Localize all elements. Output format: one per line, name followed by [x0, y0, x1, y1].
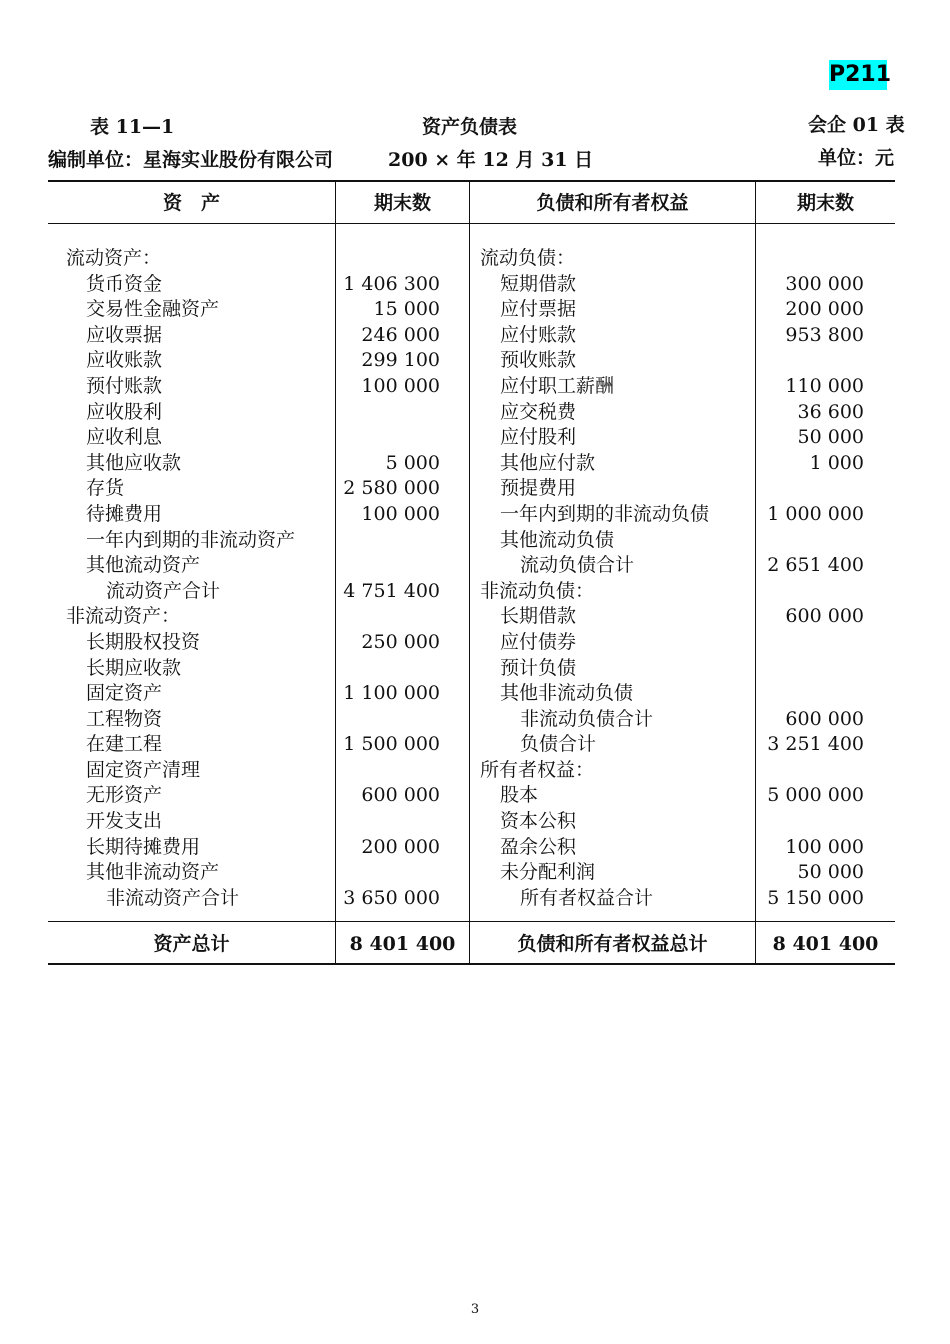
liabilities-values	[760, 246, 864, 911]
liability-label: 应付债券	[500, 630, 577, 653]
assets-total-value: 8 401 400	[349, 933, 456, 955]
liability-value	[760, 579, 864, 605]
asset-label: 待摊费用	[86, 502, 163, 525]
assets-values	[340, 246, 440, 911]
liability-label: 长期借款	[500, 605, 577, 628]
liability-label: 应付票据	[500, 298, 577, 321]
liability-label: 其他流动负债	[500, 528, 615, 551]
liability-label: 应付账款	[500, 323, 577, 346]
asset-value: 1 500 000	[343, 733, 440, 756]
asset-value: 15 000	[373, 298, 440, 321]
asset-label: 货币资金	[86, 272, 163, 295]
asset-value	[340, 246, 440, 272]
liability-value: 2 651 400	[767, 554, 864, 577]
page-tag: P211	[829, 60, 887, 90]
liability-value: 200 000	[785, 298, 864, 321]
liability-label: 盈余公积	[500, 835, 577, 858]
liability-value: 100 000	[785, 835, 864, 858]
asset-value: 100 000	[361, 502, 440, 525]
currency-unit: 单位：元	[818, 147, 895, 169]
liability-label: 未分配利润	[500, 861, 596, 884]
liability-subtotal-label: 负债合计	[520, 733, 597, 756]
liability-value	[760, 348, 864, 374]
header-rule	[48, 223, 895, 224]
asset-label: 应收利息	[86, 426, 163, 449]
liability-subtotal-label: 流动负债合计	[520, 554, 635, 577]
asset-value: 250 000	[361, 630, 440, 653]
liability-label: 流动负债：	[480, 247, 576, 269]
liability-label: 一年内到期的非流动负债	[500, 502, 710, 525]
asset-label: 工程物资	[86, 707, 163, 730]
liability-value: 36 600	[797, 400, 864, 423]
asset-label: 固定资产	[86, 682, 163, 705]
asset-label: 在建工程	[86, 733, 163, 756]
liability-value: 1 000	[809, 451, 864, 474]
asset-value: 1 406 300	[343, 272, 440, 295]
liabilities-column-header: 负债和所有者权益	[536, 192, 689, 214]
asset-value: 3 650 000	[343, 886, 440, 909]
liability-label: 非流动负债：	[480, 579, 595, 602]
liability-value: 3 251 400	[767, 733, 864, 756]
liabilities-total-label: 负债和所有者权益总计	[517, 933, 708, 955]
asset-value: 5 000	[385, 451, 440, 474]
liability-value	[760, 681, 864, 707]
liabilities-labels	[480, 246, 754, 911]
liability-value	[760, 630, 864, 656]
table-bottom-rule	[48, 963, 895, 965]
liability-value: 110 000	[785, 374, 864, 397]
liability-value: 600 000	[785, 707, 864, 730]
assets-column-header: 资 产	[162, 192, 220, 214]
liability-label: 预提费用	[500, 477, 577, 500]
asset-value	[340, 758, 440, 784]
asset-value: 246 000	[361, 323, 440, 346]
asset-label: 交易性金融资产	[86, 298, 220, 321]
column-divider-1	[335, 181, 336, 964]
asset-label: 应收股利	[86, 400, 163, 423]
liability-label: 应付股利	[500, 426, 577, 449]
liability-value	[760, 656, 864, 682]
asset-label: 存货	[86, 477, 125, 500]
liability-label: 预计负债	[500, 656, 577, 679]
asset-value	[340, 400, 440, 426]
asset-label: 流动资产：	[66, 247, 162, 269]
form-code: 会企 01 表	[808, 114, 905, 136]
liability-value: 50 000	[797, 426, 864, 449]
liabilities-total-value: 8 401 400	[772, 933, 879, 955]
liability-subtotal-label: 非流动负债合计	[520, 707, 654, 730]
asset-label: 开发支出	[86, 810, 163, 833]
liability-value: 5 150 000	[767, 886, 864, 909]
table-top-rule	[48, 180, 895, 182]
liability-value	[760, 809, 864, 835]
liability-subtotal-label: 所有者权益合计	[520, 886, 654, 909]
asset-label: 无形资产	[86, 784, 163, 807]
asset-value: 2 580 000	[343, 477, 440, 500]
table-number: 表 11—1	[90, 116, 175, 138]
column-divider-2	[469, 181, 470, 964]
liability-label: 预收账款	[500, 349, 577, 372]
report-date: 200 × 年 12 月 31 日	[388, 149, 594, 171]
asset-label: 一年内到期的非流动资产	[86, 528, 296, 551]
assets-labels	[66, 246, 334, 911]
liability-label: 应交税费	[500, 400, 577, 423]
liability-value	[760, 758, 864, 784]
liability-label: 资本公积	[500, 810, 577, 833]
asset-subtotal-label: 非流动资产合计	[106, 886, 240, 909]
liability-label: 应付职工薪酬	[500, 374, 615, 397]
asset-label: 长期应收款	[86, 656, 182, 679]
liability-label: 其他非流动负债	[500, 682, 634, 705]
asset-value	[340, 528, 440, 554]
liability-label: 短期借款	[500, 272, 577, 295]
asset-value: 1 100 000	[343, 682, 440, 705]
asset-label: 固定资产清理	[86, 758, 201, 781]
asset-value	[340, 707, 440, 733]
asset-subtotal-label: 流动资产合计	[106, 579, 221, 602]
asset-value	[340, 656, 440, 682]
asset-value: 600 000	[361, 784, 440, 807]
page-number: 3	[470, 1302, 480, 1317]
total-top-rule	[48, 921, 895, 922]
asset-value	[340, 860, 440, 886]
liabilities-period-end-header: 期末数	[796, 192, 854, 214]
liability-label: 所有者权益：	[480, 758, 595, 781]
asset-value: 100 000	[361, 374, 440, 397]
liability-value	[760, 528, 864, 554]
liability-label: 其他应付款	[500, 451, 596, 474]
assets-period-end-header: 期末数	[373, 192, 431, 214]
liability-value: 1 000 000	[767, 502, 864, 525]
liability-value: 300 000	[785, 272, 864, 295]
asset-value	[340, 809, 440, 835]
asset-label: 长期待摊费用	[86, 835, 201, 858]
asset-value: 4 751 400	[343, 579, 440, 602]
asset-value	[340, 553, 440, 579]
liability-label: 股本	[500, 784, 539, 807]
asset-label: 预付账款	[86, 374, 163, 397]
liability-value	[760, 246, 864, 272]
asset-value: 299 100	[361, 349, 440, 372]
asset-label: 长期股权投资	[86, 630, 201, 653]
asset-value: 200 000	[361, 835, 440, 858]
liability-value	[760, 476, 864, 502]
liability-value: 5 000 000	[767, 784, 864, 807]
asset-value	[340, 425, 440, 451]
column-divider-3	[755, 181, 756, 964]
liability-value: 50 000	[797, 861, 864, 884]
liability-value: 600 000	[785, 605, 864, 628]
document-title: 资产负债表	[422, 116, 518, 138]
asset-label: 其他流动资产	[86, 554, 201, 577]
liability-value: 953 800	[785, 323, 864, 346]
asset-label: 其他应收款	[86, 451, 182, 474]
reporting-entity: 编制单位：星海实业股份有限公司	[48, 149, 334, 171]
asset-label: 应收账款	[86, 349, 163, 372]
asset-label: 其他非流动资产	[86, 861, 220, 884]
asset-value	[340, 604, 440, 630]
asset-label: 非流动资产：	[66, 605, 181, 628]
asset-label: 应收票据	[86, 323, 163, 346]
assets-total-label: 资产总计	[153, 933, 230, 955]
